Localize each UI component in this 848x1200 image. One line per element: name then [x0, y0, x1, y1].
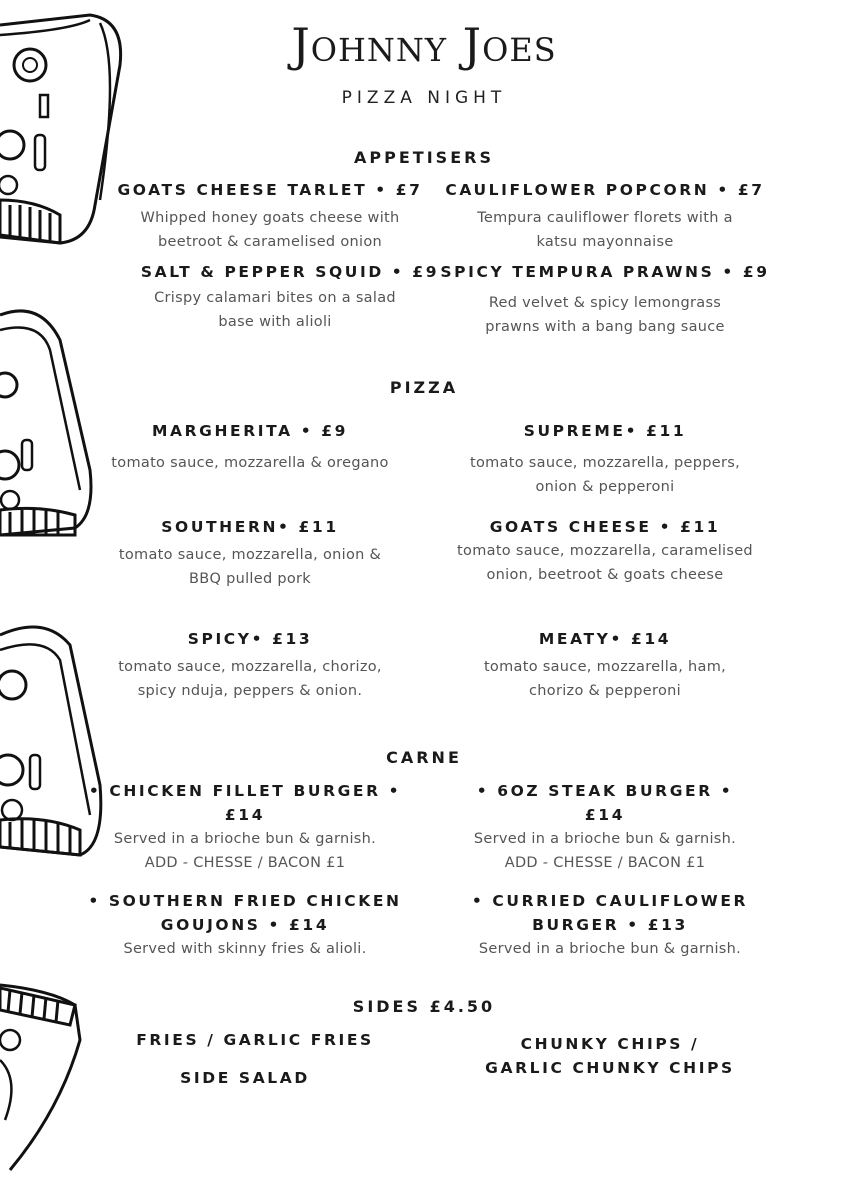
- menu-item: [110, 260, 440, 334]
- menu-item: [80, 889, 410, 961]
- item-description: Crispy calamari bites on a salad: [154, 290, 396, 306]
- item-title: SPICY• £13: [187, 630, 313, 648]
- item-title: MEATY• £14: [538, 630, 672, 648]
- item-title: SUPREME• £11: [523, 422, 687, 440]
- menu-item: [445, 627, 765, 703]
- item-description: tomato sauce, mozzarella, peppers,: [469, 455, 741, 471]
- item-description: beetroot & caramelised onion: [158, 234, 382, 250]
- section-heading-sides: SIDES £4.50: [352, 997, 496, 1016]
- item-title-line2: BURGER • £13: [532, 916, 688, 934]
- restaurant-title: Johnny Joes: [291, 18, 557, 72]
- item-title: GOATS CHEESE TARLET • £7: [117, 181, 423, 199]
- item-description: base with alioli: [218, 314, 332, 330]
- item-title: • CHICKEN FILLET BURGER •: [88, 782, 402, 800]
- item-title: • SOUTHERN FRIED CHICKEN: [88, 892, 402, 910]
- item-description: Whipped honey goats cheese with: [140, 210, 400, 226]
- item-description: tomato sauce, mozzarella & oregano: [111, 455, 389, 471]
- menu-item: [85, 779, 405, 875]
- menu-subtitle: PIZZA NIGHT: [341, 88, 507, 108]
- menu-item: [430, 515, 780, 587]
- menu-item: [90, 515, 410, 591]
- side-item: GARLIC CHUNKY CHIPS: [485, 1059, 735, 1077]
- item-title: CAULIFLOWER POPCORN • £7: [445, 181, 765, 199]
- item-description: spicy nduja, peppers & onion.: [137, 683, 363, 699]
- section-heading-pizza: PIZZA: [389, 378, 459, 397]
- item-price: £14: [584, 806, 626, 824]
- side-item: FRIES / GARLIC FRIES: [136, 1031, 374, 1049]
- item-description: tomato sauce, mozzarella, ham,: [483, 659, 727, 675]
- menu-item: [440, 178, 770, 254]
- menu-item: [445, 889, 775, 961]
- section-heading-appetisers: APPETISERS: [354, 148, 494, 167]
- item-description: onion & pepperoni: [535, 479, 675, 495]
- item-description: tomato sauce, mozzarella, caramelised: [457, 543, 753, 559]
- section-heading-carne: CARNE: [386, 748, 462, 767]
- item-description: Served in a brioche bun & garnish.: [478, 941, 742, 957]
- item-description: tomato sauce, mozzarella, onion &: [118, 547, 382, 563]
- item-description: Served in a brioche bun & garnish.: [113, 831, 377, 847]
- item-title-line2: GOUJONS • £14: [160, 916, 330, 934]
- pizza-slice-illustration-2: [0, 300, 100, 545]
- item-description: BBQ pulled pork: [188, 571, 312, 587]
- item-description: tomato sauce, mozzarella, chorizo,: [118, 659, 382, 675]
- item-description: Served in a brioche bun & garnish.: [473, 831, 737, 847]
- item-description: Red velvet & spicy lemongrass: [488, 295, 722, 311]
- item-description: chorizo & pepperoni: [529, 683, 681, 699]
- side-item: CHUNKY CHIPS /: [520, 1035, 700, 1053]
- item-description: Tempura cauliflower florets with a: [477, 210, 733, 226]
- item-description: ADD - CHESSE / BACON £1: [504, 855, 706, 871]
- item-description: katsu mayonnaise: [536, 234, 674, 250]
- item-title: SALT & PEPPER SQUID • £9: [140, 263, 440, 281]
- side-item: SIDE SALAD: [180, 1069, 310, 1087]
- menu-item: [90, 627, 410, 703]
- item-title: SPICY TEMPURA PRAWNS • £9: [440, 263, 770, 281]
- item-price: £14: [224, 806, 266, 824]
- menu-item: [100, 178, 440, 254]
- item-title: MARGHERITA • £9: [152, 422, 348, 440]
- menu-item: [445, 779, 765, 875]
- item-title: GOATS CHEESE • £11: [489, 518, 721, 536]
- item-description: Served with skinny fries & alioli.: [123, 941, 367, 957]
- item-title: • 6OZ STEAK BURGER •: [476, 782, 734, 800]
- item-description: onion, beetroot & goats cheese: [486, 567, 724, 583]
- menu-item: [445, 419, 765, 499]
- item-description: ADD - CHESSE / BACON £1: [144, 855, 346, 871]
- menu-item: [440, 260, 770, 339]
- item-title: SOUTHERN• £11: [161, 518, 339, 536]
- item-title: • CURRIED CAULIFLOWER: [471, 892, 749, 910]
- menu-item: [90, 419, 410, 475]
- item-description: prawns with a bang bang sauce: [485, 319, 725, 335]
